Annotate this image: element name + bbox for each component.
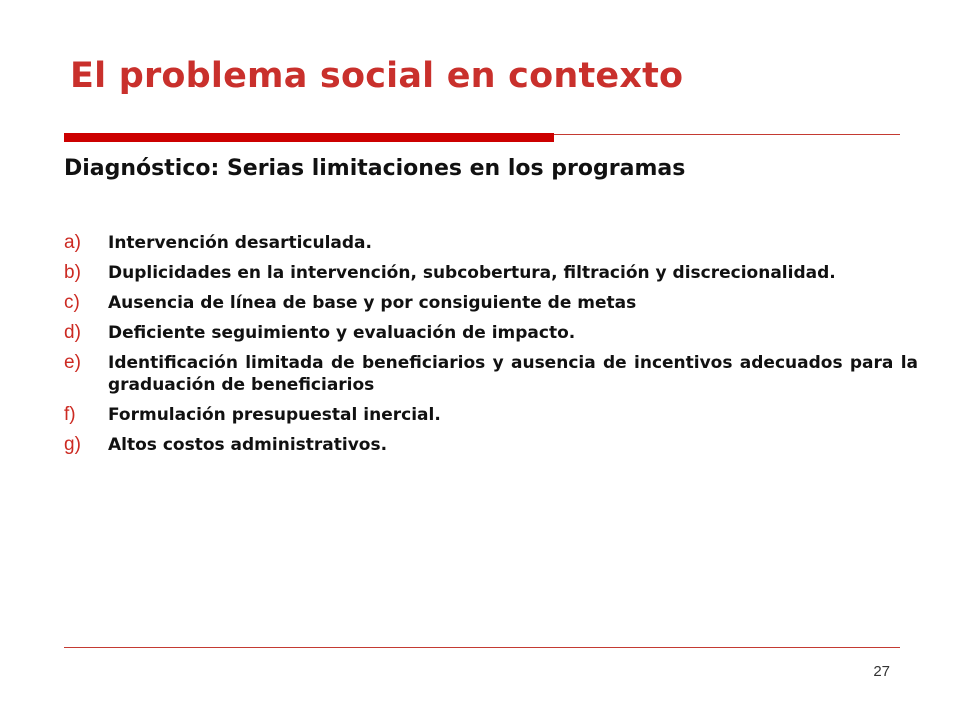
limitations-list [64,232,918,464]
slide-title: El problema social en contexto [70,56,684,96]
footer-divider [64,647,900,648]
list-item-text: Altos costos administrativos. [108,435,388,455]
list-item-text: Formulación presupuestal inercial. [108,405,441,425]
list-item-text: Identificación limitada de beneficiarios y ausencia de incentivos adecuados para la graduación de beneficiarios [108,353,918,395]
list-item [64,232,918,254]
diagnosis-heading: Diagnóstico: Serias limitaciones en los programas [64,156,686,181]
list-marker: c) [64,292,80,313]
page-number: 27 [873,663,890,680]
list-item [64,322,918,344]
list-item-text: Duplicidades en la intervención, subcobertura, filtración y discrecionalidad. [108,263,836,283]
list-item [64,292,918,314]
title-underline-thin [554,134,900,135]
list-marker: d) [64,322,81,343]
list-marker: e) [64,352,81,373]
list-item-text: Intervención desarticulada. [108,233,372,253]
title-underline-thick [64,133,554,142]
list-item [64,404,918,426]
list-marker: b) [64,262,81,283]
list-marker: a) [64,232,81,253]
list-item-text: Ausencia de línea de base y por consiguiente de metas [108,293,637,313]
list-item [64,434,918,456]
list-item-text: Deficiente seguimiento y evaluación de impacto. [108,323,576,343]
list-item [64,262,918,284]
list-marker: g) [64,434,81,455]
list-marker: f) [64,404,76,425]
list-item [64,352,918,396]
